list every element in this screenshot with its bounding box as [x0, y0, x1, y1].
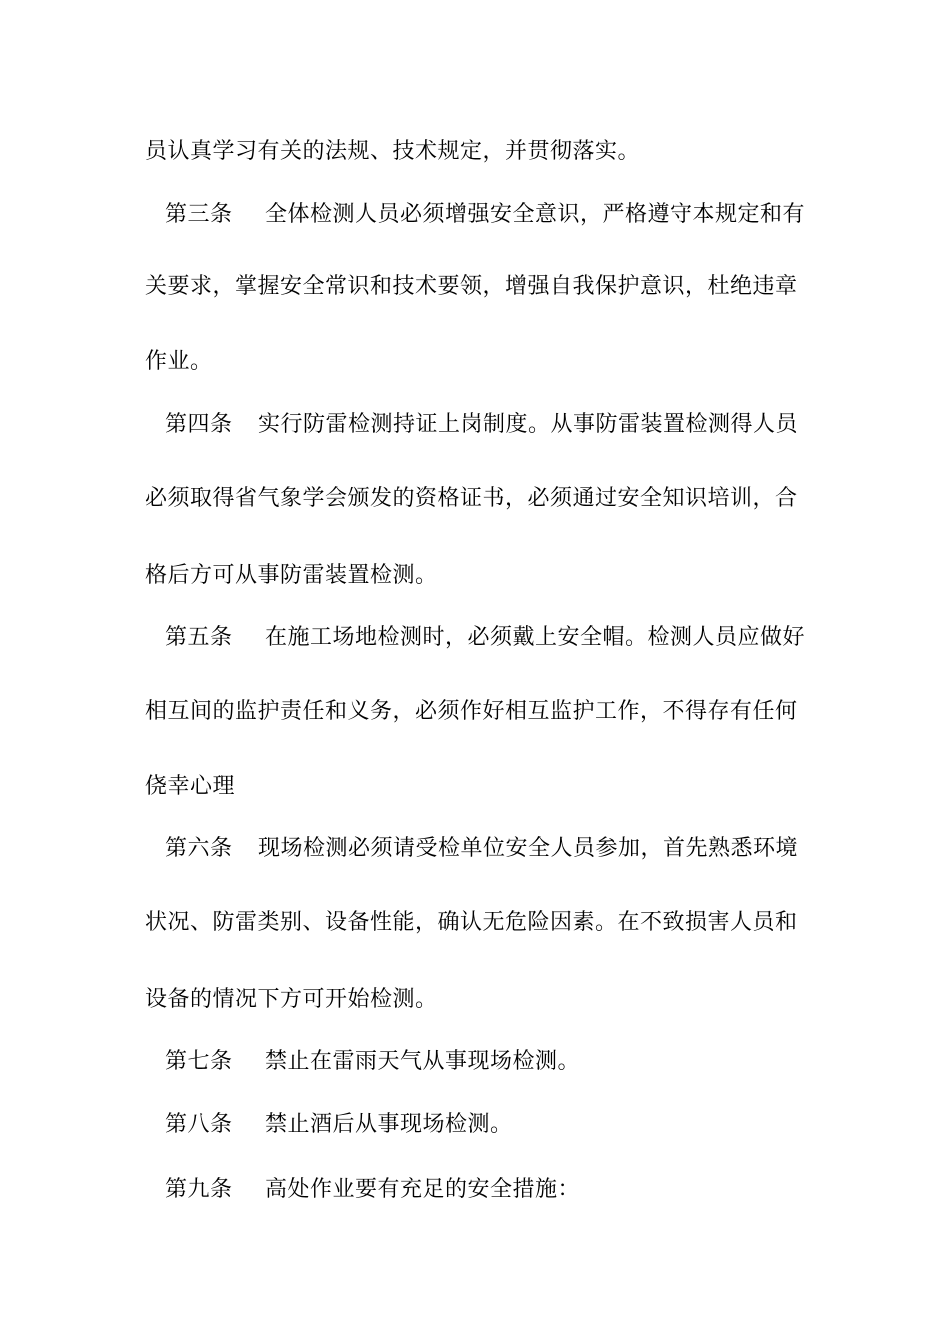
article-4-label: 第四条	[165, 412, 233, 437]
article-3-first-line	[165, 200, 805, 230]
article-3-line-2: 关要求，掌握安全常识和技术要领，增强自我保护意识，杜绝违章	[145, 274, 798, 299]
article-6-first-line	[165, 834, 798, 864]
article-6-line-3: 设备的情况下方可开始检测。	[145, 987, 438, 1012]
article-4-first-line	[165, 410, 798, 440]
article-6-line-2: 状况、防雷类别、设备性能，确认无危险因素。在不致损害人员和	[145, 910, 798, 935]
article-8-label: 第八条	[165, 1112, 233, 1137]
article-8-text: 禁止酒后从事现场检测。	[265, 1112, 513, 1137]
article-4-text: 实行防雷检测持证上岗制度。从事防雷装置检测得人员	[258, 412, 799, 437]
article-7-text: 禁止在雷雨天气从事现场检测。	[265, 1049, 581, 1074]
article-5-line-2: 相互间的监护责任和义务，必须作好相互监护工作，不得存有任何	[145, 699, 798, 724]
article-9-text: 高处作业要有充足的安全措施：	[265, 1177, 581, 1202]
article-3-label: 第三条	[165, 202, 233, 227]
article-4-line-2: 必须取得省气象学会颁发的资格证书，必须通过安全知识培训，合	[145, 486, 798, 511]
article-5-text: 在施工场地检测时，必须戴上安全帽。检测人员应做好	[265, 625, 806, 650]
article-3-line-3: 作业。	[145, 349, 213, 374]
continuation-text: 员认真学习有关的法规、技术规定，并贯彻落实。	[145, 139, 641, 164]
article-4-line-3: 格后方可从事防雷装置检测。	[145, 563, 438, 588]
article-9-line	[165, 1175, 580, 1205]
article-8-line	[165, 1110, 513, 1140]
article-3-text: 全体检测人员必须增强安全意识，严格遵守本规定和有	[265, 202, 806, 227]
article-5-line-3: 侥幸心理	[145, 774, 236, 799]
article-9-label: 第九条	[165, 1177, 233, 1202]
article-6-text: 现场检测必须请受检单位安全人员参加，首先熟悉环境	[258, 836, 799, 861]
article-5-label: 第五条	[165, 625, 233, 650]
article-5-first-line	[165, 623, 805, 653]
article-7-line	[165, 1047, 580, 1077]
article-6-label: 第六条	[165, 836, 233, 861]
article-7-label: 第七条	[165, 1049, 233, 1074]
